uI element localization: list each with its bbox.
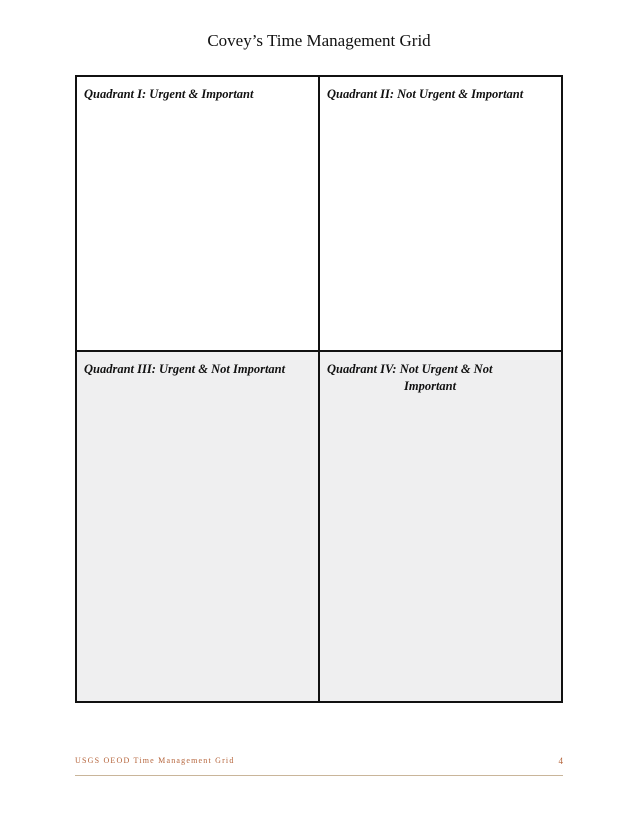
quadrant-4-label-line1: Quadrant IV: Not Urgent & Not [327,362,493,376]
quadrant-4-label-line2: Important [404,379,457,393]
footer-document-name: USGS OEOD Time Management Grid [75,756,235,765]
quadrant-1-label: Quadrant I: Urgent & Important [84,87,254,101]
quadrant-1 [77,77,320,352]
quadrant-2 [320,77,561,352]
time-management-grid [75,75,563,703]
quadrant-3 [77,352,320,701]
quadrant-4-label [327,361,553,395]
footer-divider [75,775,563,776]
quadrant-3-label: Quadrant III: Urgent & Not Important [84,362,286,376]
quadrant-2-label: Quadrant II: Not Urgent & Important [327,87,524,101]
quadrant-4 [320,352,561,701]
footer-page-number: 4 [558,756,563,766]
page-title: Covey’s Time Management Grid [207,31,431,50]
